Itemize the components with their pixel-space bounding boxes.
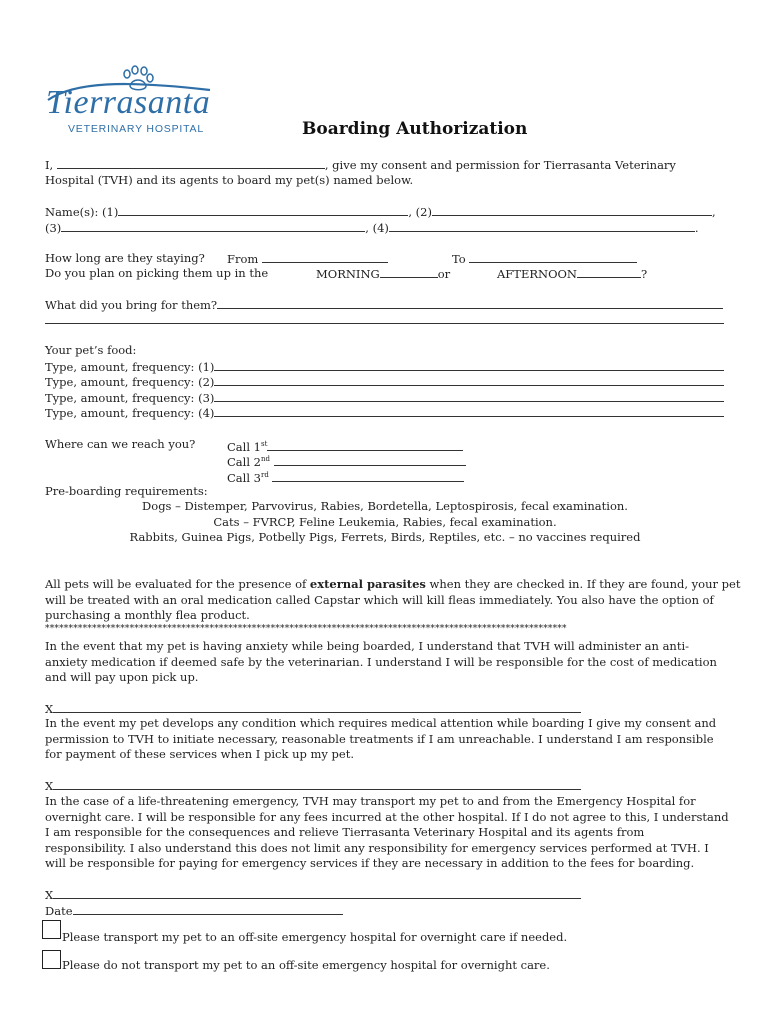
emergency-signature-row: X bbox=[45, 887, 581, 904]
no-transport-option-label: Please do not transport my pet to an off-site emergency hospital for overnight care. bbox=[62, 958, 550, 972]
morning-field[interactable] bbox=[380, 266, 438, 278]
food-row-3: Type, amount, frequency: (3) bbox=[45, 390, 724, 407]
call-1-row: Call 1st bbox=[227, 437, 463, 455]
anxiety-line-2: anxiety medication if deemed safe by the veterinarian. I understand I will be responsible for the cost of medication bbox=[45, 655, 717, 669]
emergency-line-4: responsibility. I also understand this does not limit any responsibility for emergency services performed at TVH. I bbox=[45, 841, 709, 855]
names-label-4: , (4) bbox=[365, 221, 389, 235]
anxiety-line-1: In the event that my pet is having anxiety while being boarded, I understand that TVH will administer an anti- bbox=[45, 639, 690, 653]
food-row-4: Type, amount, frequency: (4) bbox=[45, 405, 724, 422]
transport-checkbox[interactable] bbox=[42, 920, 61, 939]
pet-name-2-field[interactable] bbox=[432, 204, 712, 216]
parasites-line-3: purchasing a monthly flea product. bbox=[45, 608, 250, 622]
food-field-4[interactable] bbox=[214, 405, 724, 417]
requirements-dogs: Dogs – Distemper, Parvovirus, Rabies, Bordetella, Leptospirosis, fecal examination. bbox=[142, 499, 628, 513]
date-row bbox=[45, 903, 343, 920]
medical-line-1: In the event my pet develops any condition which requires medical attention while boarding I give my consent and bbox=[45, 716, 717, 730]
medical-line-2: permission to TVH to initiate necessary, reasonable treatments if I am unreachable. I understand I am responsible bbox=[45, 732, 714, 746]
emergency-line-1: In the case of a life-threatening emergency, TVH may transport my pet to and from the Emergency Hospital for bbox=[45, 794, 696, 808]
star-divider: *************************************************************************************************************** bbox=[45, 624, 567, 634]
logo-name: Tierrasanta bbox=[46, 84, 211, 121]
food-field-2[interactable] bbox=[214, 374, 724, 386]
emergency-line-2: overnight care. I will be responsible for any fees incurred at the other hospital. If I do not agree to this, I understand bbox=[45, 810, 729, 824]
date-field[interactable] bbox=[73, 903, 343, 915]
call-3-row: Call 3rd bbox=[227, 468, 464, 486]
requirements-others: Rabbits, Guinea Pigs, Potbelly Pigs, Ferrets, Birds, Reptiles, etc. – no vaccines required bbox=[129, 530, 641, 544]
pickup-question: Do you plan on picking them up in the bbox=[45, 266, 269, 280]
afternoon-label: AFTERNOON bbox=[497, 267, 577, 281]
anxiety-signature-row: X bbox=[45, 701, 581, 718]
names-label-3: (3) bbox=[45, 221, 62, 235]
call-2-row: Call 2nd bbox=[227, 452, 466, 470]
food-field-1[interactable] bbox=[214, 359, 724, 371]
logo-subtitle: VETERINARY HOSPITAL bbox=[68, 123, 204, 135]
no-transport-checkbox[interactable] bbox=[42, 950, 61, 969]
call-2-field[interactable] bbox=[274, 454, 466, 466]
intro-line-1 bbox=[45, 157, 676, 174]
medical-signature-field[interactable] bbox=[53, 778, 581, 790]
intro-suffix: , give my consent and permission for Tierrasanta Veterinary bbox=[324, 158, 676, 172]
intro-prefix: I, bbox=[45, 158, 54, 172]
date-label: Date bbox=[45, 904, 73, 918]
medical-signature-row: X bbox=[45, 778, 581, 795]
to-label: To bbox=[452, 252, 466, 266]
brought-field[interactable] bbox=[217, 297, 723, 309]
afternoon-field[interactable] bbox=[577, 266, 641, 278]
pet-name-3-field[interactable] bbox=[61, 220, 365, 232]
names-row-2: (3) , (4) . bbox=[45, 221, 699, 235]
brought-label: What did you bring for them? bbox=[45, 298, 218, 312]
food-heading: Your pet’s food: bbox=[45, 343, 137, 357]
pet-name-1-field[interactable] bbox=[118, 204, 408, 216]
parasites-line-2: will be treated with an oral medication called Capstar which will kill fleas immediately. You also have the option of bbox=[45, 593, 714, 607]
emergency-signature-field[interactable] bbox=[53, 887, 581, 899]
names-label-2: , (2) bbox=[408, 205, 432, 219]
parasites-line-1: All pets will be evaluated for the presence of external parasites when they are checked in. If they are found, your pet bbox=[45, 577, 741, 591]
food-row-2: Type, amount, frequency: (2) bbox=[45, 374, 724, 391]
requirements-heading: Pre-boarding requirements: bbox=[45, 484, 208, 498]
emergency-line-3: I am responsible for the consequences and relieve Tierrasanta Veterinary Hospital and its agents from bbox=[45, 825, 645, 839]
food-row-1: Type, amount, frequency: (1) bbox=[45, 359, 724, 376]
requirements-cats: Cats – FVRCP, Feline Leukemia, Rabies, fecal examination. bbox=[213, 515, 557, 529]
transport-option-label: Please transport my pet to an off-site emergency hospital for overnight care if needed. bbox=[62, 930, 568, 944]
anxiety-line-3: and will pay upon pick up. bbox=[45, 670, 199, 684]
pet-name-4-field[interactable] bbox=[389, 220, 695, 232]
to-date-field[interactable] bbox=[469, 251, 637, 263]
intro-line-2: Hospital (TVH) and its agents to board my pet(s) named below. bbox=[45, 173, 414, 187]
medical-line-3: for payment of these services when I pick up my pet. bbox=[45, 747, 355, 761]
from-date-field[interactable] bbox=[262, 251, 388, 263]
or-label: or bbox=[437, 267, 451, 281]
brought-field-line-2[interactable] bbox=[45, 323, 724, 324]
pickup-afternoon: AFTERNOON ? bbox=[497, 267, 648, 281]
morning-label: MORNING bbox=[316, 267, 380, 281]
call-3-field[interactable] bbox=[272, 470, 464, 482]
external-parasites-emphasis: external parasites bbox=[309, 577, 426, 591]
reach-question: Where can we reach you? bbox=[45, 437, 196, 451]
emergency-line-5: will be responsible for paying for emergency services if they are necessary in addition to the fees for boarding. bbox=[45, 856, 695, 870]
anxiety-signature-field[interactable] bbox=[53, 701, 581, 713]
names-row-1: Name(s): (1) , (2) , bbox=[45, 205, 716, 219]
page-title: Boarding Authorization bbox=[302, 119, 528, 139]
pickup-morning bbox=[316, 266, 450, 283]
stay-question: How long are they staying? bbox=[45, 251, 205, 265]
owner-name-field[interactable] bbox=[57, 157, 325, 169]
brought-row bbox=[45, 297, 723, 314]
call-1-field[interactable] bbox=[267, 439, 463, 451]
names-label: Name(s): (1) bbox=[45, 205, 119, 219]
from-label: From bbox=[227, 252, 259, 266]
food-field-3[interactable] bbox=[214, 390, 724, 402]
